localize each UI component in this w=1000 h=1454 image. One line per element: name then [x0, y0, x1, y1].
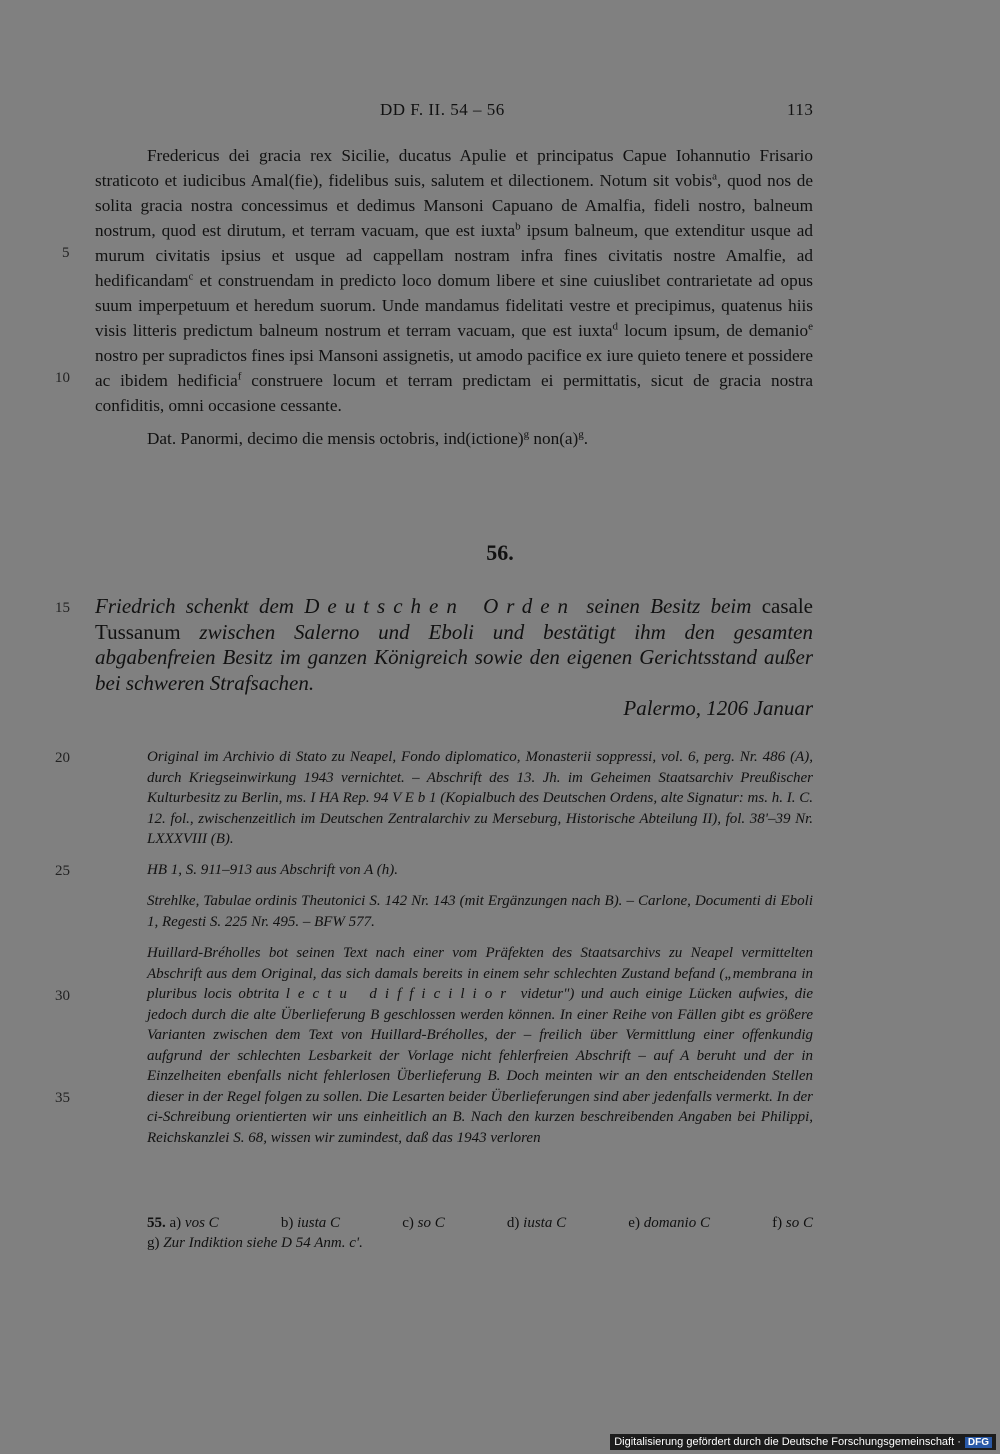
commentary: Huillard-Bréholles bot seinen Text nach einer vom Präfekten des Staatsarchivs zu Neapel vermittelten Abschrift aus dem Original, das sich damals bereits in einem sehr schlechten Zustand befand („membrana in pluribus locis obtrita lectu difficilior videtur") und auch einige Lücken aufwies, die jedoch durch die alte Überlieferung B geschlossen werden können. In einer Reihe von Fällen gibt es größere Varianten zwischen dem Text von Huillard-Bréholles, der – freilich über Vermittlung einer offenkundig aufgrund der schlechten Lesbarkeit der Vorlage nicht fehlerfreien Abschrift – auf A beruht und der in Einzelheiten ebenfalls nicht fehlerlosen Überlieferung B. Doch meinten wir an den entscheidenden Stellen dieser in der Regel folgen zu sollen. Die Lesarten beider Überlieferungen sind aber jedenfalls vermerkt. In der ci-Schreibung orientierten wir uns einheitlich an B. Nach den kurzen beschreibenden Angaben bei Philippi, Reichskanzlei S. 68, wissen wir zumindest, daß das 1943 verloren — [147, 945, 813, 1146]
line-number: 15 — [55, 600, 70, 616]
line-number: 35 — [55, 1090, 70, 1106]
line-number: 10 — [55, 370, 70, 386]
line-number: 30 — [55, 988, 70, 1004]
d55-text — [95, 143, 813, 451]
page-number: 113 — [787, 100, 814, 119]
notes-row: 55. a) vos C b) iusta C c) so C d) iusta C e) domanio C f) so C — [147, 1215, 813, 1231]
literature: Strehlke, Tabulae ordinis Theutonici S. 142 Nr. 143 (mit Ergänzungen nach B). – Carlone, Documenti di Eboli 1, Regesti S. 225 Nr. 495. – BFW 577. — [147, 893, 813, 930]
dfg-logo-icon: DFG — [965, 1437, 992, 1448]
dateline: Palermo, 1206 Januar — [623, 696, 813, 720]
running-title: DD F. II. 54 – 56 — [380, 100, 505, 119]
line-number: 5 — [62, 245, 70, 261]
apparatus-notes — [147, 1213, 813, 1253]
dfg-footer — [610, 1434, 996, 1450]
tradition: Original im Archivio di Stato zu Neapel, Fondo diplomatico, Monasterii soppressi, vol. 6, perg. Nr. 486 (A), durch Kriegseinwirkung 1943 vernichtet. – Abschrift des 13. Jh. im Geheimen Staatsarchiv Preußischer Kulturbesitz zu Berlin, ms. I HA Rep. 94 V E b 1 (Kopialbuch des Deutschen Ordens, alte Signatur: ms. h. I. C. 12. fol., zwischenzeitlich im Deutschen Zentralarchiv zu Merseburg, Historische Abteilung II), fol. 38'–39 Nr. LXXXVIII (B). — [147, 749, 813, 847]
line-number: 20 — [55, 750, 70, 766]
edition: HB 1, S. 911–913 aus Abschrift von A (h). — [147, 862, 398, 878]
regest: Friedrich schenkt dem Deutschen Orden seinen Besitz beim casale Tussanum zwischen Salerno und Eboli und bestätigt ihm den gesamten abgabenfreien Besitz im ganzen Königreich sowie den eigenen Gerichtsstand außer bei schweren Strafsachen. — [95, 594, 813, 695]
notes-row: g) Zur Indiktion siehe D 54 Anm. c'. — [147, 1235, 363, 1251]
line-number: 25 — [55, 863, 70, 879]
d55-paragraph: Fredericus dei gracia rex Sicilie, ducatus Apulie et principatus Capue Iohannutio Frisario straticoto et iudicibus Amal(fie), fidelibus suis, salutem et dilectionem. Notum sit vobis$^a$, quod nos de solita gracia nostra concessimus et dedimus Mansoni Capuano de Amalfia, fideli nostro, balneum nostrum, quod est dirutum, et terram vacuam, que est iuxta$^b$ ipsum balneum, que extenditur usque ad murum civitatis ipsius et usque ad cappellam nostram infra fines civitatis nostre Amalfie, ad hedificandam$^c$ et construendam in predicto loco domum libere et sine cuiuslibet contrarietate ad opus suum imperpetuum et heredum suorum. Unde mandamus fidelitati vestre et precipimus, quatenus hiis visis litteris predictum balneum nostrum et terram vacuam, que est iuxta$^d$ locum ipsum, de demanio$^e$ nostro per supradictos fines ipsi Mansoni assignetis, ut amodo pacifice ex iure quieto tenere et possidere ac ibidem hedificia$^f$ construere locum et terram predictam ei permittatis, sicut de gracia nostra confiditis, omni occasione cessante. — [95, 146, 813, 415]
notes-label: 55. — [147, 1215, 166, 1231]
d55-dating-clause: Dat. Panormi, decimo die mensis octobris, ind(ictione)$^g$ $non(a)^g$. — [147, 428, 589, 448]
document-number: 56. — [486, 540, 514, 565]
footer-text: Digitalisierung gefördert durch die Deutsche Forschungsgemeinschaft · — [614, 1436, 961, 1448]
